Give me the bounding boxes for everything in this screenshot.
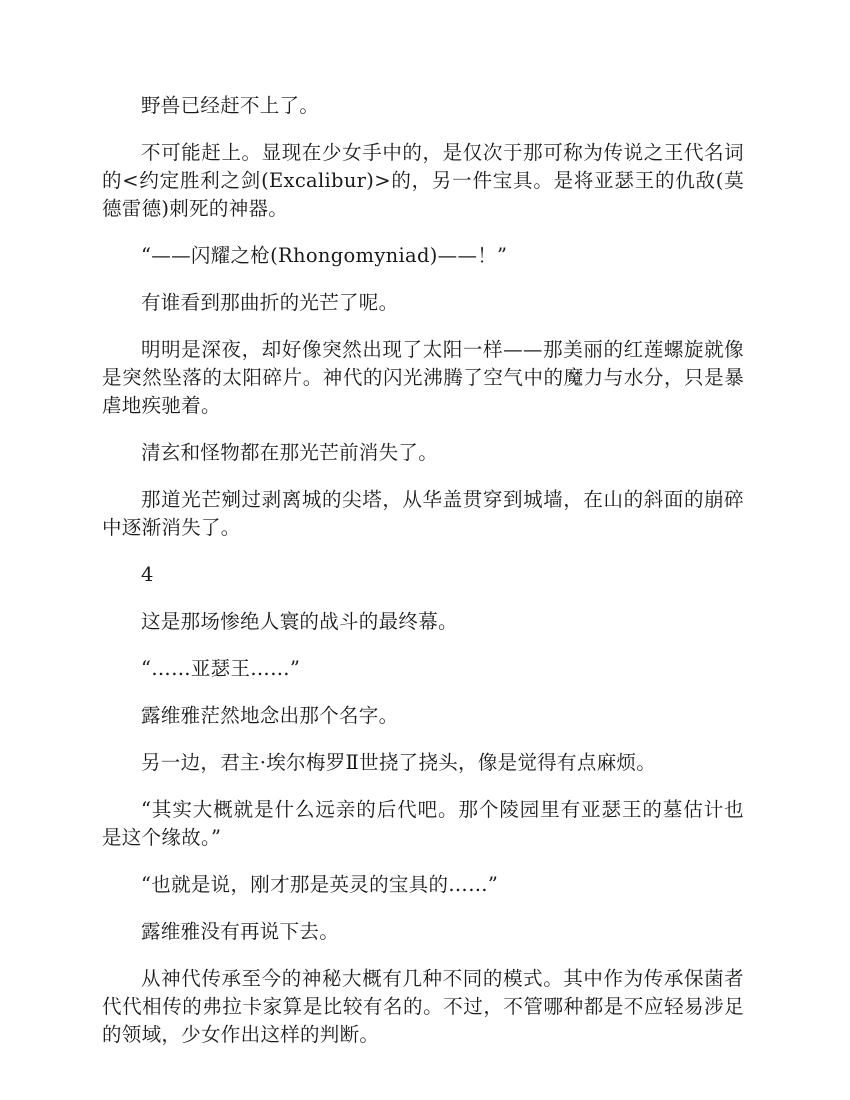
paragraph-2: 不可能赶上。显现在少女手中的，是仅次于那可称为传说之王代名词的<约定胜利之剑(Excalibur)>的，另一件宝具。是将亚瑟王的仇敌(莫德雷德)刺死的神器。 <box>102 141 744 220</box>
paragraph-15: 露维雅没有再说下去。 <box>141 920 340 943</box>
paragraph-4: 有谁看到那曲折的光芒了呢。 <box>141 291 399 314</box>
paragraph-6: 清玄和怪物都在那光芒前消失了。 <box>141 441 439 464</box>
paragraph-10: “……亚瑟王……” <box>141 657 301 680</box>
paragraph-1: 野兽已经赶不上了。 <box>141 94 320 117</box>
document-page <box>102 92 744 1068</box>
paragraph-3: “——闪耀之枪(Rhongomyniad)——！” <box>141 244 508 267</box>
paragraph-16: 从神代传承至今的神秘大概有几种不同的模式。其中作为传承保菌者代代相传的弗拉卡家算是比较有名的。不过，不管哪种都是不应轻易涉足的领域，少女作出这样的判断。 <box>102 967 744 1046</box>
section-number: 4 <box>141 563 154 586</box>
paragraph-9: 这是那场惨绝人寰的战斗的最终幕。 <box>141 610 458 633</box>
paragraph-11: 露维雅茫然地念出那个名字。 <box>141 704 399 727</box>
paragraph-12: 另一边，君主·埃尔梅罗Ⅱ世挠了挠头，像是觉得有点麻烦。 <box>141 751 657 774</box>
paragraph-7: 那道光芒剜过剥离城的尖塔，从华盖贯穿到城墙，在山的斜面的崩碎中逐渐消失了。 <box>102 488 744 539</box>
paragraph-13: “其实大概就是什么远亲的后代吧。那个陵园里有亚瑟王的墓估计也是这个缘故。” <box>102 798 744 849</box>
paragraph-5: 明明是深夜，却好像突然出现了太阳一样——那美丽的红莲螺旋就像是突然坠落的太阳碎片。神代的闪光沸腾了空气中的魔力与水分，只是暴虐地疾驰着。 <box>102 338 744 417</box>
paragraph-14: “也就是说，刚才那是英灵的宝具的……” <box>141 873 499 896</box>
